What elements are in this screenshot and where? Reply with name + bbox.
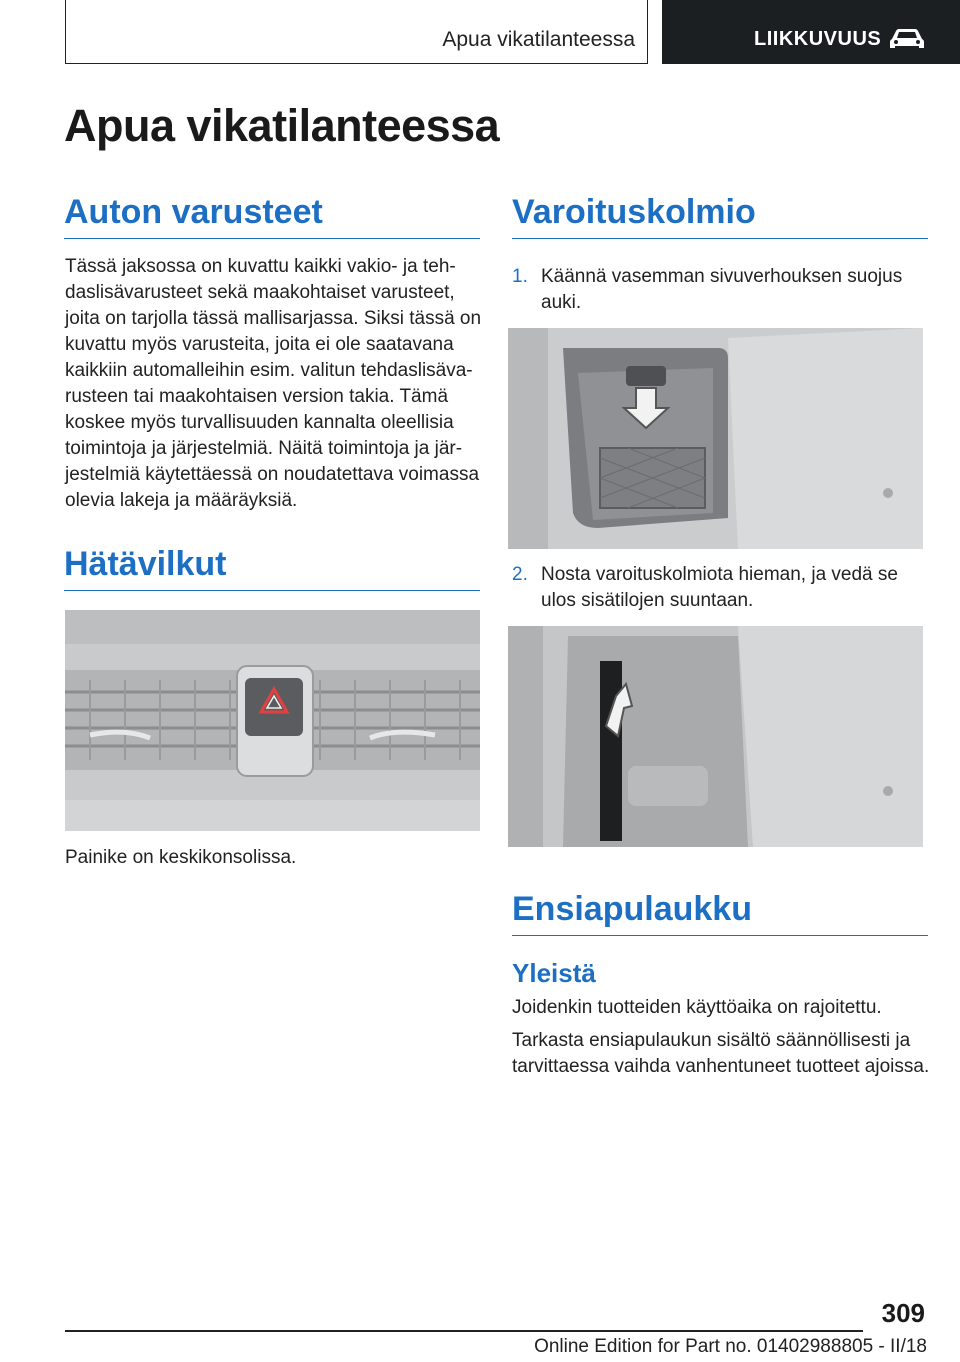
ensiapu-paragraph-1: Joidenkin tuotteiden käyttöaika on rajoitettu. bbox=[512, 997, 882, 1018]
section-title-ensiapulaukku: Ensiapulaukku bbox=[512, 890, 928, 936]
text-line: koskee myös turvallisuuden kannalta oleellisia bbox=[65, 412, 454, 433]
text-line: olevia lakeja ja määräyksiä. bbox=[65, 490, 298, 511]
header-chapter-title: Apua vikatilanteessa bbox=[442, 28, 635, 51]
hazard-button-figure bbox=[65, 610, 480, 831]
ensiapu-paragraph-2-line: tarvittaessa vaihda vanhentuneet tuotteet ajoissa. bbox=[512, 1056, 930, 1077]
header-chapter-box bbox=[65, 0, 648, 64]
car-icon bbox=[888, 26, 926, 52]
section-title-auton-varusteet: Auton varusteet bbox=[64, 193, 480, 239]
text-line: toimintoja ja järjestelmiä. Näitä toimintoja ja jär- bbox=[65, 438, 463, 459]
step-text-line: Käännä vasemman sivuverhouksen suojus bbox=[541, 266, 903, 287]
header-section-tab bbox=[662, 0, 960, 64]
step-text-line: ulos sisätilojen suuntaan. bbox=[541, 590, 754, 611]
footer-edition: Online Edition for Part no. 01402988805 - II/18 bbox=[534, 1336, 927, 1357]
header-section-label: LIIKKUVUUS bbox=[754, 28, 882, 50]
side-trim-cover-figure bbox=[508, 328, 923, 549]
footer-divider bbox=[65, 1330, 863, 1332]
page-title: Apua vikatilanteessa bbox=[64, 100, 500, 151]
section-title-hatavilkut: Hätävilkut bbox=[64, 545, 480, 591]
hazard-figure-caption: Painike on keskikonsolissa. bbox=[65, 847, 297, 868]
warning-triangle-figure bbox=[508, 626, 923, 847]
text-line: Tässä jaksossa on kuvattu kaikki vakio- ja teh- bbox=[65, 256, 456, 277]
section-title-varoituskolmio: Varoituskolmio bbox=[512, 193, 928, 239]
step-text-line: Nosta varoituskolmiota hieman, ja vedä se bbox=[541, 564, 898, 585]
subsection-title-yleista: Yleistä bbox=[512, 958, 596, 988]
step-number: 1. bbox=[512, 266, 528, 287]
page-number: 309 bbox=[881, 1298, 925, 1328]
text-line: kaikkiin automalleihin esim. valitun tehdaslisäva- bbox=[65, 360, 473, 381]
text-line: rusteen tai maakohtaisen version takia. Tämä bbox=[65, 386, 449, 407]
step-number: 2. bbox=[512, 564, 528, 585]
step-text-line: auki. bbox=[541, 292, 582, 313]
text-line: joita on tarjolla tässä mallisarjassa. Siksi tässä on bbox=[65, 308, 482, 329]
ensiapu-paragraph-2-line: Tarkasta ensiapulaukun sisältö säännöllisesti ja bbox=[512, 1030, 911, 1051]
text-line: jestelmiä käytettäessä on noudatettava voimassa bbox=[65, 464, 480, 485]
text-line: kuvattu myös varusteita, joita ei ole saatavana bbox=[65, 334, 454, 355]
text-line: daslisävarusteet sekä maakohtaiset varusteet, bbox=[65, 282, 455, 303]
